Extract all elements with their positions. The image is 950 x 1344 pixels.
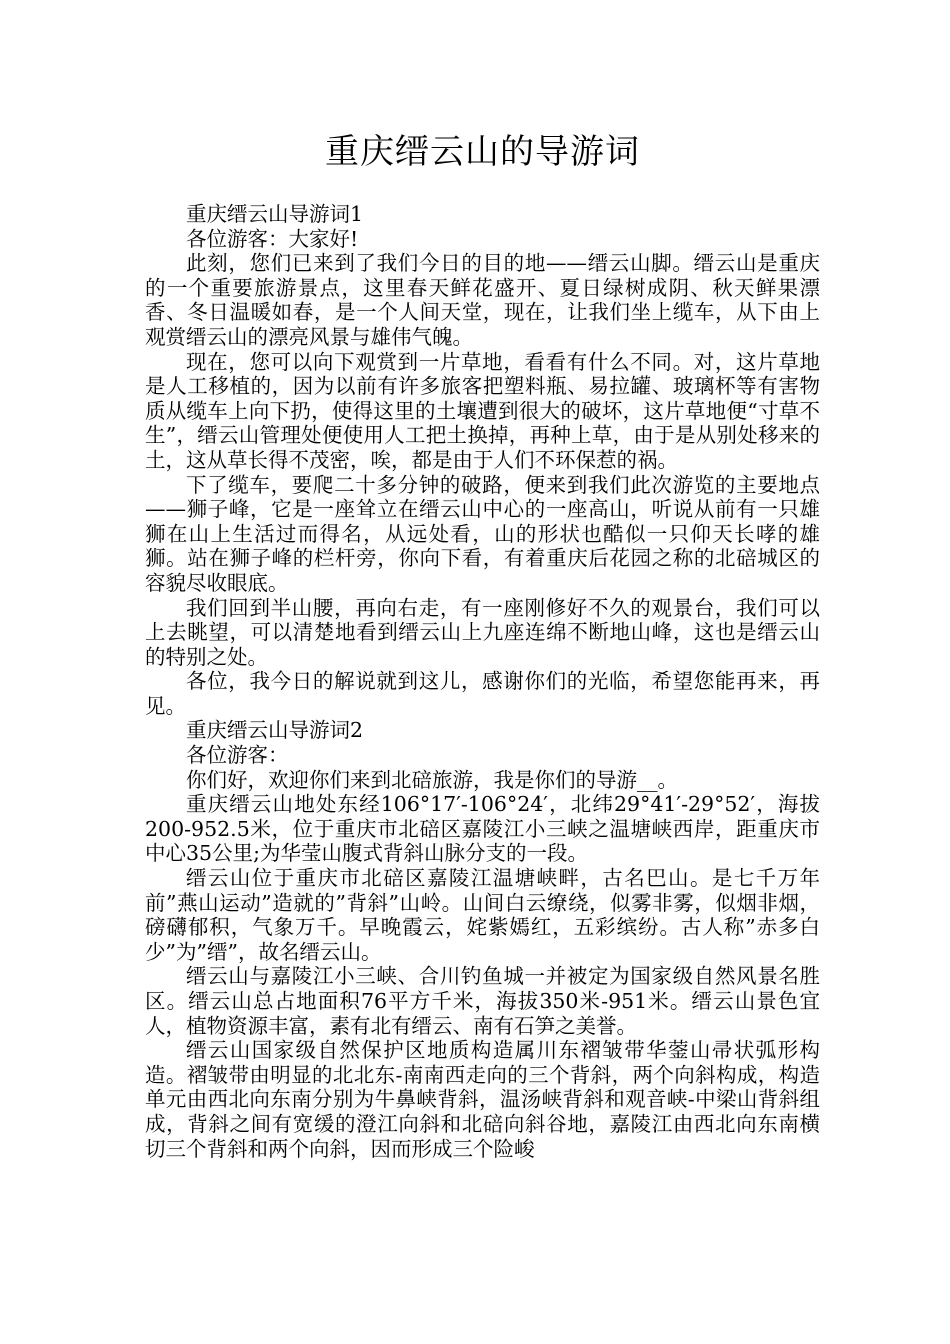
paragraph: 重庆缙云山地处东经106°17′-106°24′，北纬29°41′-29°52′，海拔200-952.5米，位于重庆市北碚区嘉陵江小三峡之温塘峡西岸，距重庆市中心35公里;为华莹山腹式背斜山脉分支的一段。 [145,792,820,866]
document-title: 重庆缙云山的导游词 [325,132,640,172]
paragraph-heading-2: 重庆缙云山导游词2 [186,718,364,743]
paragraph: 缙云山位于重庆市北碚区嘉陵江温塘峡畔，古名巴山。是七千万年前”燕山运动”造就的”背斜”山岭。山间白云缭绕，似雾非雾，似烟非烟，磅礴郁积，气象万千。早晚霞云，姹紫嫣红，五彩缤纷。古人称”赤多白少”为”缙”，故名缙云山。 [145,866,820,964]
paragraph: 我们回到半山腰，再向右走，有一座刚修好不久的观景台，我们可以上去眺望，可以清楚地看到缙云山上九座连绵不断地山峰，这也是缙云山的特别之处。 [145,595,820,669]
paragraph: 此刻，您们已来到了我们今日的目的地——缙云山脚。缙云山是重庆的一个重要旅游景点，这里春天鲜花盛开、夏日绿树成阴、秋天鲜果漂香、冬日温暖如春，是一个人间天堂，现在，让我们坐上缆车，从下由上观赏缙云山的漂亮风景与雄伟气魄。 [145,251,820,349]
paragraph: 现在，您可以向下观赏到一片草地，看看有什么不同。对，这片草地是人工移植的，因为以前有许多旅客把塑料瓶、易拉罐、玻璃杯等有害物质从缆车上向下扔，使得这里的土壤遭到很大的破坏，这片草地便“寸草不生”，缙云山管理处便使用人工把土换掉，再种上草，由于是从别处移来的土，这从草长得不茂密，唉，都是由于人们不环保惹的祸。 [145,349,820,472]
paragraph-heading-1: 重庆缙云山导游词1 [186,202,364,226]
paragraph: 下了缆车，要爬二十多分钟的破路，便来到我们此次游览的主要地点——狮子峰，它是一座耸立在缙云山中心的一座高山，听说从前有一只雄狮在山上生活过而得名，从远处看，山的形状也酷似一只仰天长哮的雄狮。站在狮子峰的栏杆旁，你向下看，有着重庆后花园之称的北碚城区的容貌尽收眼底。 [145,472,820,595]
paragraph: 你们好，欢迎你们来到北碚旅游，我是你们的导游__。 [186,767,678,792]
paragraph-greeting-1: 各位游客：大家好! [186,226,359,251]
paragraph: 缙云山与嘉陵江小三峡、合川钓鱼城一并被定为国家级自然风景名胜区。缙云山总占地面积76平方千米，海拔350米-951米。缙云山景色宜人，植物资源丰富，素有北有缙云、南有石笋之美誉。 [145,964,820,1038]
document-body [145,202,820,1161]
paragraph: 各位，我今日的解说就到这儿，感谢你们的光临，希望您能再来，再见。 [145,669,820,718]
paragraph-greeting-2: 各位游客： [186,743,289,768]
document-page [145,128,820,1161]
paragraph: 缙云山国家级自然保护区地质构造属川东褶皱带华蓥山帚状弧形构造。褶皱带由明显的北北东-南南西走向的三个背斜，两个向斜构成，构造单元由西北向东南分别为牛鼻峡背斜，温汤峡背斜和观音峡-中梁山背斜组成，背斜之间有宽缓的澄江向斜和北碚向斜谷地，嘉陵江由西北向东南横切三个背斜和两个向斜，因而形成三个险峻 [145,1038,820,1161]
